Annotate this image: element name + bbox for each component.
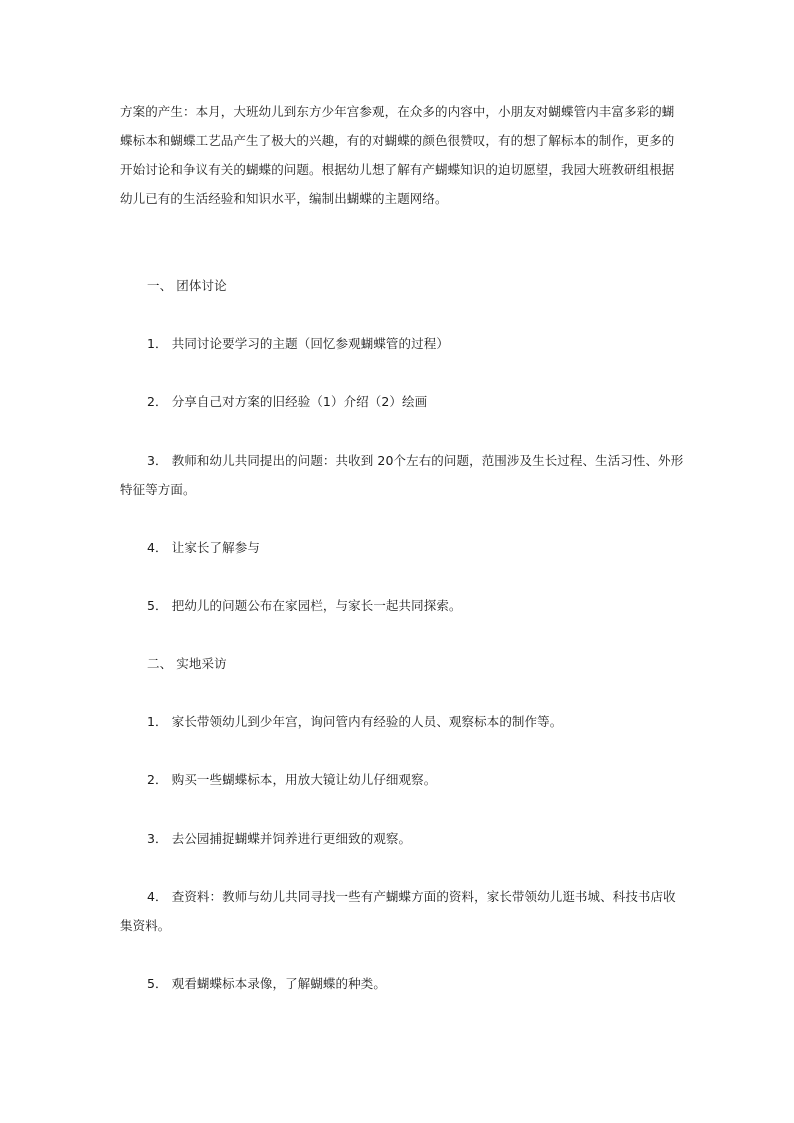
list-item: 2． 分享自己对方案的旧经验（1）介绍（2）绘画 <box>147 394 428 409</box>
list-item: 1． 家长带领幼儿到少年宫，询问管内有经验的人员、观察标本的制作等。 <box>147 714 563 729</box>
list-item: 3． 去公园捕捉蝴蝶并饲养进行更细致的观察。 <box>147 831 412 846</box>
list-item: 2． 购买一些蝴蝶标本，用放大镜让幼儿仔细观察。 <box>147 772 437 787</box>
list-item: 5． 把幼儿的问题公布在家园栏，与家长一起共同探索。 <box>147 598 462 613</box>
intro-paragraph: 方案的产生：本月，大班幼儿到东方少年宫参观，在众多的内容中，小朋友对蝴蝶管内丰富多彩的蝴蝶标本和蝴蝶工艺品产生了极大的兴趣，有的对蝴蝶的颜色很赞叹，有的想了解标本的制作，更多的开始讨论和争议有关的蝴蝶的问题。根据幼儿想了解有产蝴蝶知识的迫切愿望，我园大班教研组根据幼儿已有的生活经验和知识水平，编制出蝴蝶的主题网络。 <box>120 104 675 206</box>
section-title-discussion: 一、 团体讨论 <box>147 278 227 293</box>
list-item: 5． 观看蝴蝶标本录像，了解蝴蝶的种类。 <box>147 976 386 991</box>
list-item: 4． 让家长了解参与 <box>147 540 260 555</box>
list-item: 4． 查资料：教师与幼儿共同寻找一些有产蝴蝶方面的资料，家长带领幼儿逛书城、科技书店收集资料。 <box>120 889 676 933</box>
section-title-field-visit: 二、 实地采访 <box>147 656 227 671</box>
list-item: 1． 共同讨论要学习的主题（回忆参观蝴蝶管的过程） <box>147 336 449 351</box>
list-item: 3． 教师和幼儿共同提出的问题：共收到 20个左右的问题，范围涉及生长过程、生活习性、外形特征等方面。 <box>120 453 684 497</box>
